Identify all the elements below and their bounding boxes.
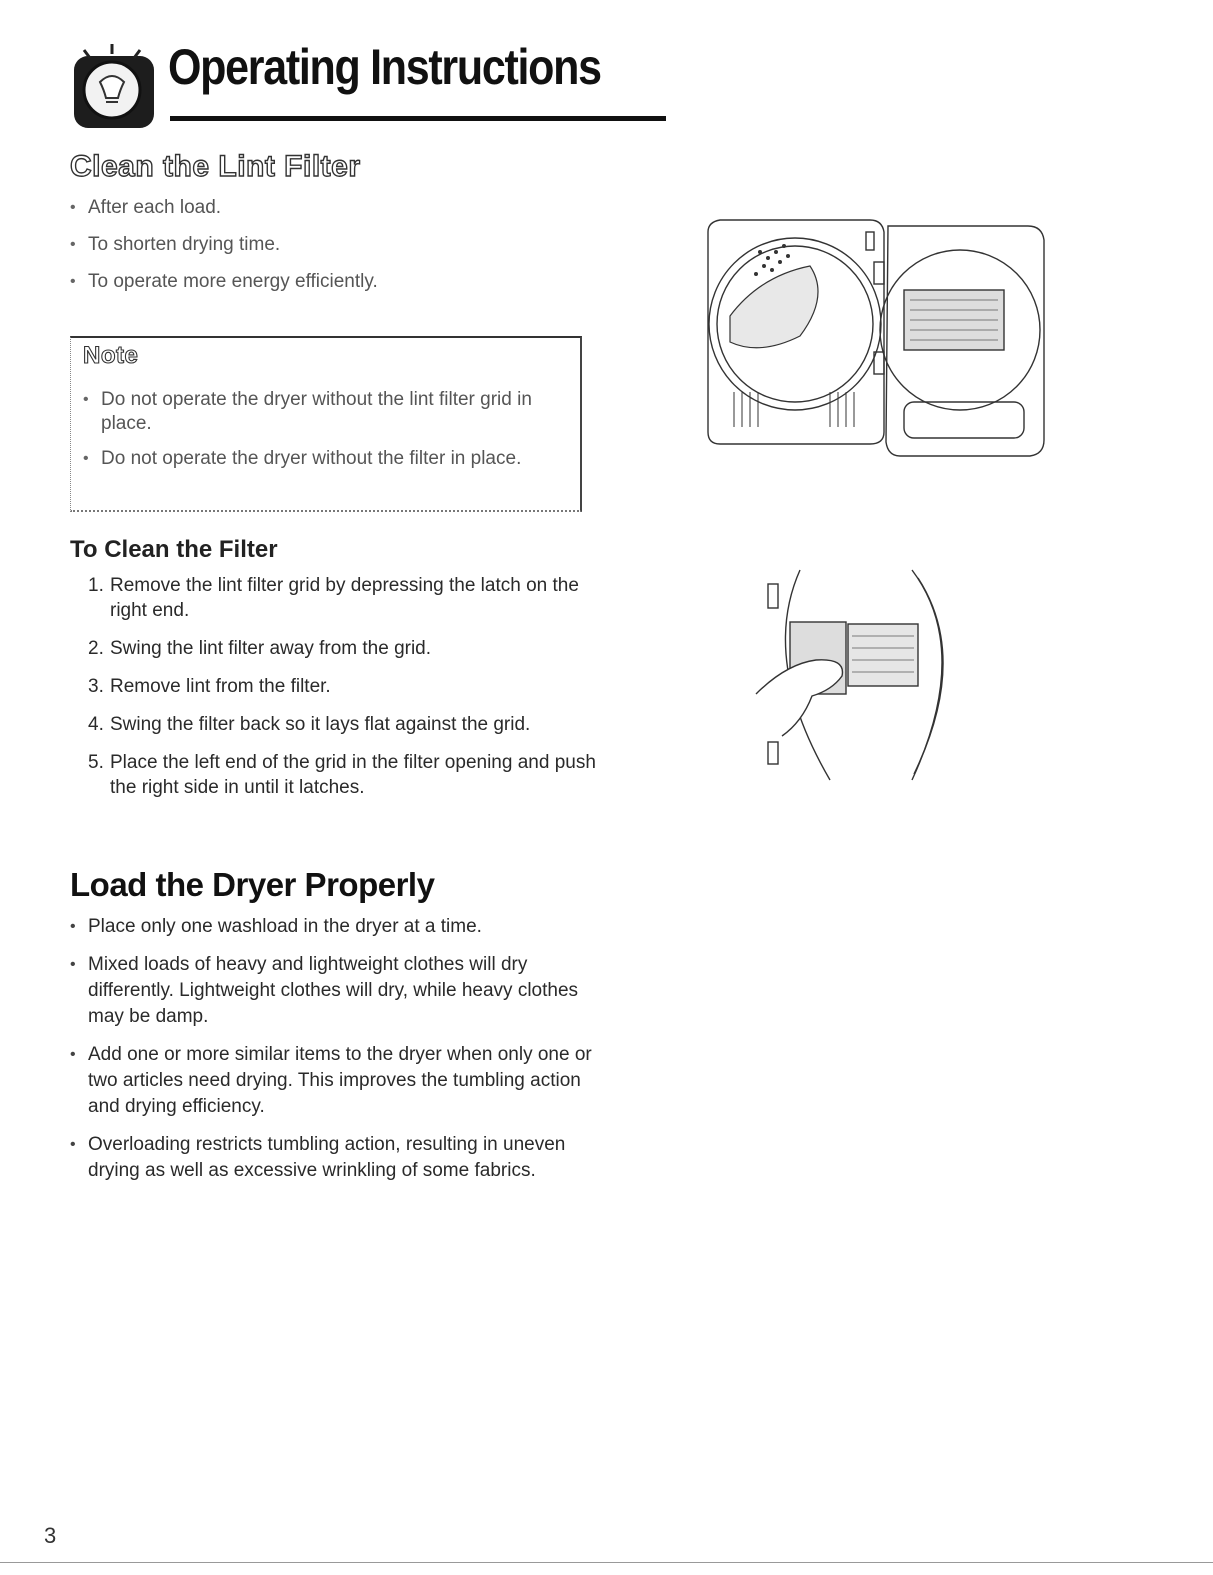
list-item: • To shorten drying time. (70, 233, 630, 257)
step-number: 4. (88, 714, 104, 735)
list-item: • Add one or more similar items to the dryer when only one or two articles need drying. This improves the tumbling action and drying efficiency. (70, 1042, 600, 1120)
light-bulb-icon (70, 42, 158, 130)
step-item (88, 674, 608, 699)
footer-rule (0, 1562, 1213, 1563)
list-item: • Do not operate the dryer without the filter in place. (83, 447, 573, 471)
note-box (70, 336, 582, 512)
step-text: Swing the lint filter away from the grid. (110, 638, 432, 659)
lint-filter-removal-illustration (752, 566, 980, 786)
page-number: 3 (44, 1523, 57, 1548)
step-number: 5. (88, 752, 104, 773)
page-title: Operating Instructions (168, 39, 601, 95)
load-dryer-bullets (70, 914, 600, 1196)
step-text: Swing the filter back so it lays flat against the grid. (110, 714, 531, 735)
dryer-open-door-illustration (700, 212, 1052, 470)
list-item: • After each load. (70, 196, 630, 220)
list-item: • To operate more energy efficiently. (70, 270, 630, 294)
section-heading-load-dryer: Load the Dryer Properly (70, 866, 435, 903)
list-item: • Mixed loads of heavy and lightweight clothes will dry differently. Lightweight clothes will dry, while heavy clothes may be damp. (70, 952, 600, 1030)
step-number: 1. (88, 575, 104, 596)
subheading-to-clean: To Clean the Filter (70, 536, 278, 563)
section-heading-clean-lint: Clean the Lint Filter (70, 150, 361, 183)
step-item (88, 573, 608, 623)
step-text: Remove lint from the filter. (110, 676, 331, 697)
cleaning-steps (88, 573, 608, 813)
list-item: • Place only one washload in the dryer at a time. (70, 914, 600, 940)
note-bullets (83, 388, 573, 482)
title-underline (170, 116, 666, 121)
note-heading: Note (83, 342, 139, 369)
list-item: • Overloading restricts tumbling action, resulting in uneven drying as well as excessive wrinkling of some fabrics. (70, 1132, 600, 1184)
step-number: 3. (88, 676, 104, 697)
list-item: • Do not operate the dryer without the lint filter grid in place. (83, 388, 573, 436)
step-number: 2. (88, 638, 104, 659)
step-text: Place the left end of the grid in the filter opening and push the right side in until it latches. (110, 752, 596, 798)
clean-lint-bullets (70, 196, 630, 307)
step-item (88, 636, 608, 661)
step-text: Remove the lint filter grid by depressing the latch on the right end. (110, 575, 579, 621)
step-item (88, 712, 608, 737)
step-item (88, 750, 608, 800)
